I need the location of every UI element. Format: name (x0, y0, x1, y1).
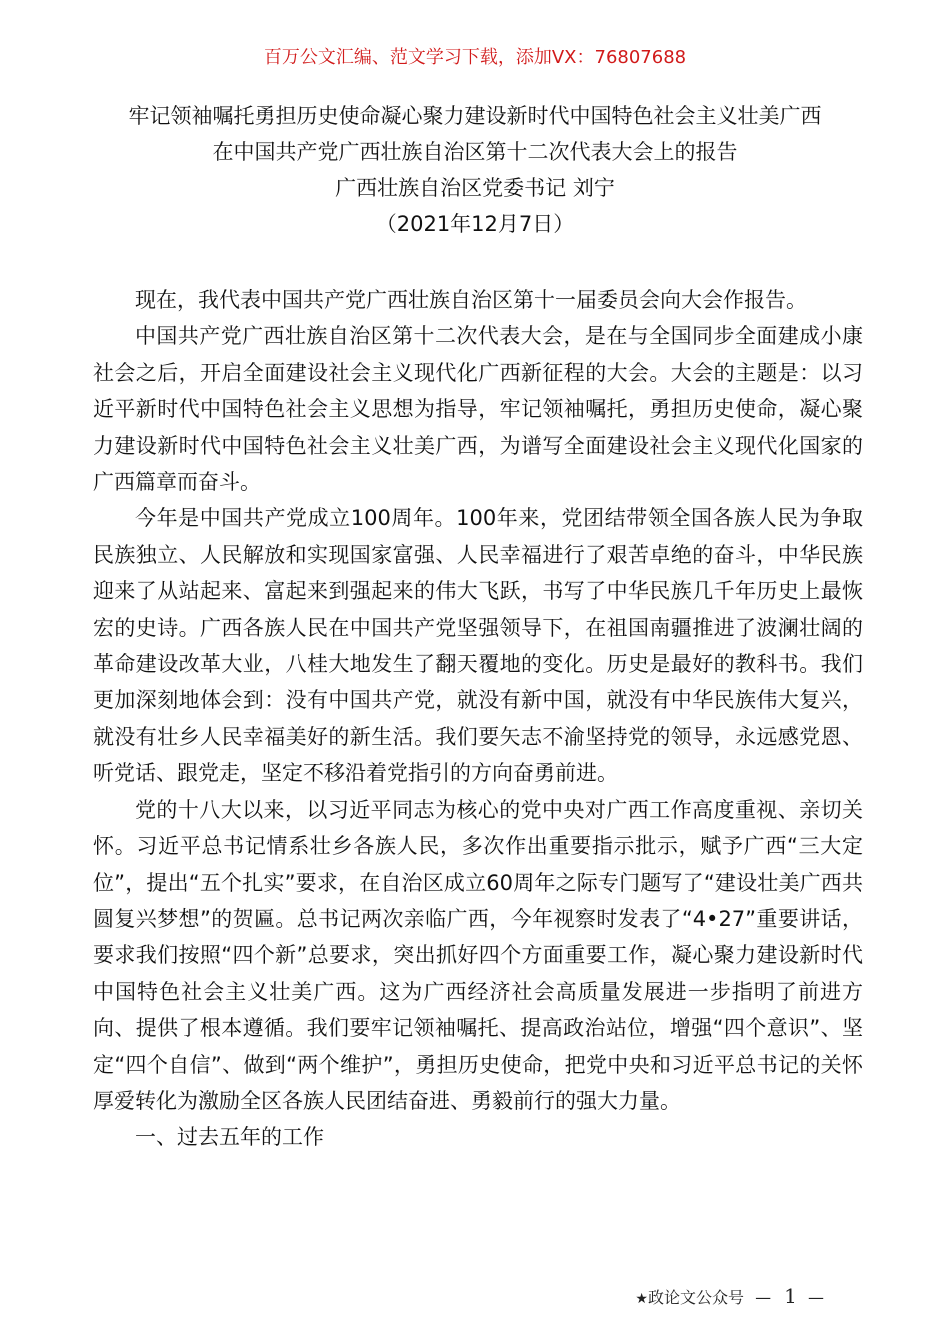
footer-dash-left: — (755, 1288, 774, 1307)
page-footer (635, 1284, 832, 1311)
header-banner: 百万公文汇编、范文学习下载，添加VX：76807688 (263, 47, 687, 68)
paragraph: 现在，我代表中国共产党广西壮族自治区第十一届委员会向大会作报告。 (135, 288, 807, 312)
footer-source: 政论文公众号 (647, 1288, 744, 1307)
paragraph: 党的十八大以来，以习近平同志为核心的党中央对广西工作高度重视、亲切关怀。习近平总书记情系壮乡各族人民，多次作出重要指示批示，赋予广西“三大定位”，提出“五个扎实”要求，在自治区成立60周年之际专门题写了“建设壮美广西共圆复兴梦想”的贺匾。总书记两次亲临广西，今年视察时发表了“4•27”重要讲话，要求我们按照“四个新”总要求，突出抓好四个方面重要工作，凝心聚力建设新时代中国特色社会主义壮美广西。这为广西经济社会高质量发展进一步指明了前进方向、提供了根本遵循。我们要牢记领袖嘱托、提高政治站位，增强“四个意识”、坚定“四个自信”、做到“两个维护”，勇担历史使命，把党中央和习近平总书记的关怀厚爱转化为激励全区各族人民团结奋进、勇毅前行的强大力量。 (93, 797, 863, 1113)
paragraph: 今年是中国共产党成立100周年。100年来，党团结带领全国各族人民为争取民族独立、人民解放和实现国家富强、人民幸福进行了艰苦卓绝的奋斗，中华民族迎来了从站起来、富起来到强起来的伟大飞跃，书写了中华民族几千年历史上最恢宏的史诗。广西各族人民在中国共产党坚强领导下，在祖国南疆推进了波澜壮阔的革命建设改革大业，八桂大地发生了翻天覆地的变化。历史是最好的教科书。我们更加深刻地体会到：没有中国共产党，就没有新中国，就没有中华民族伟大复兴，就没有壮乡人民幸福美好的新生活。我们要矢志不渝坚持党的领导，永远感党恩、听党话、跟党走，坚定不移沿着党指引的方向奋勇前进。 (93, 506, 863, 786)
report-title: 牢记领袖嘱托勇担历史使命凝心聚力建设新时代中国特色社会主义壮美广西 (128, 104, 822, 128)
footer-dash-right: — (808, 1288, 826, 1307)
star-icon: ★ (635, 1291, 648, 1307)
page-number: 1 (784, 1284, 797, 1308)
title-block (60, 98, 890, 242)
report-author: 广西壮族自治区党委书记 刘宁 (335, 176, 615, 200)
report-body (93, 282, 863, 1156)
section-heading: 一、过去五年的工作 (135, 1125, 324, 1150)
paragraph: 中国共产党广西壮族自治区第十二次代表大会，是在与全国同步全面建成小康社会之后，开启全面建设社会主义现代化广西新征程的大会。大会的主题是：以习近平新时代中国特色社会主义思想为指导，牢记领袖嘱托，勇担历史使命，凝心聚力建设新时代中国特色社会主义壮美广西，为谱写全面建设社会主义现代化国家的广西篇章而奋斗。 (93, 324, 863, 495)
report-date: （2021年12月7日） (375, 212, 575, 236)
report-subtitle: 在中国共产党广西壮族自治区第十二次代表大会上的报告 (212, 140, 738, 164)
